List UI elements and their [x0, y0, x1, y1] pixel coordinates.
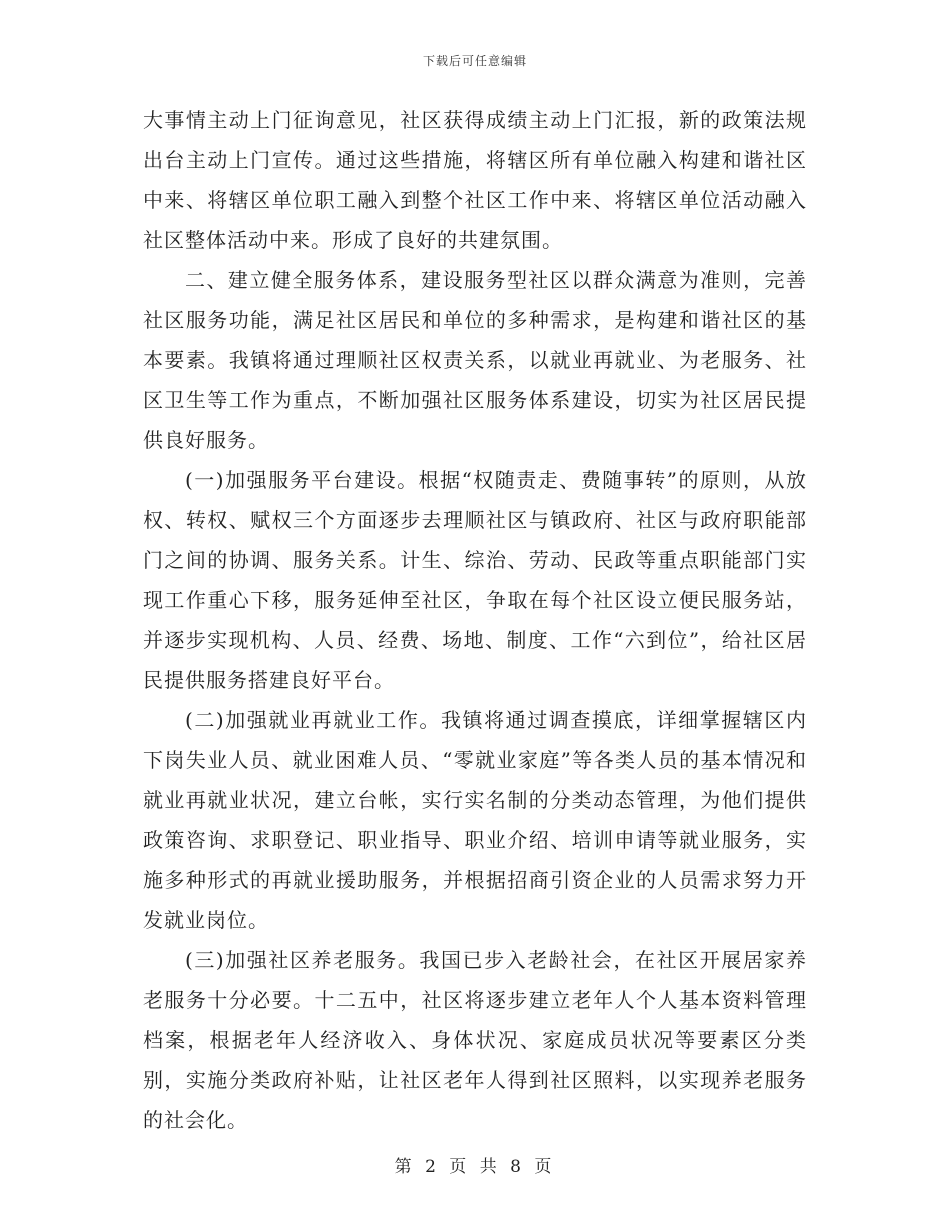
- page-number-footer: 第 2 页 共 8 页: [394, 1157, 556, 1177]
- paragraph-4: (二)加强就业再就业工作。我镇将通过调查摸底，详细掌握辖区内下岗失业人员、就业困难人员、“零就业家庭”等各类人员的基本情况和就业再就业状况，建立台帐，实行实名制的分类动态管理，为他们提供政策咨询、求职登记、职业指导、职业介绍、培训申请等就业服务，实施多种形式的再就业援助服务，并根据招商引资企业的人员需求努力开发就业岗位。: [143, 708, 807, 932]
- paragraph-3: (一)加强服务平台建设。根据“权随责走、费随事转”的原则，从放权、转权、赋权三个方面逐步去理顺社区与镇政府、社区与政府职能部门之间的协调、服务关系。计生、综治、劳动、民政等重点职能部门实现工作重心下移，服务延伸至社区，争取在每个社区设立便民服务站，并逐步实现机构、人员、经费、场地、制度、工作“六到位”，给社区居民提供服务搭建良好平台。: [143, 468, 807, 692]
- page-header: 下载后可任意编辑: [422, 54, 527, 68]
- paragraph-2: 二、建立健全服务体系，建设服务型社区以群众满意为准则，完善社区服务功能，满足社区居民和单位的多种需求，是构建和谐社区的基本要素。我镇将通过理顺社区权责关系，以就业再就业、为老服务、社区卫生等工作为重点，不断加强社区服务体系建设，切实为社区居民提供良好服务。: [143, 268, 807, 452]
- paragraph-5: (三)加强社区养老服务。我国已步入老龄社会，在社区开展居家养老服务十分必要。十二五中，社区将逐步建立老年人个人基本资料管理档案，根据老年人经济收入、身体状况、家庭成员状况等要素区分类别，实施分类政府补贴，让社区老年人得到社区照料，以实现养老服务的社会化。: [143, 948, 807, 1132]
- paragraph-1: 大事情主动上门征询意见，社区获得成绩主动上门汇报，新的政策法规出台主动上门宣传。通过这些措施，将辖区所有单位融入构建和谐社区中来、将辖区单位职工融入到整个社区工作中来、将辖区单位活动融入社区整体活动中来。形成了良好的共建氛围。: [143, 108, 807, 252]
- document-body: [143, 100, 807, 1140]
